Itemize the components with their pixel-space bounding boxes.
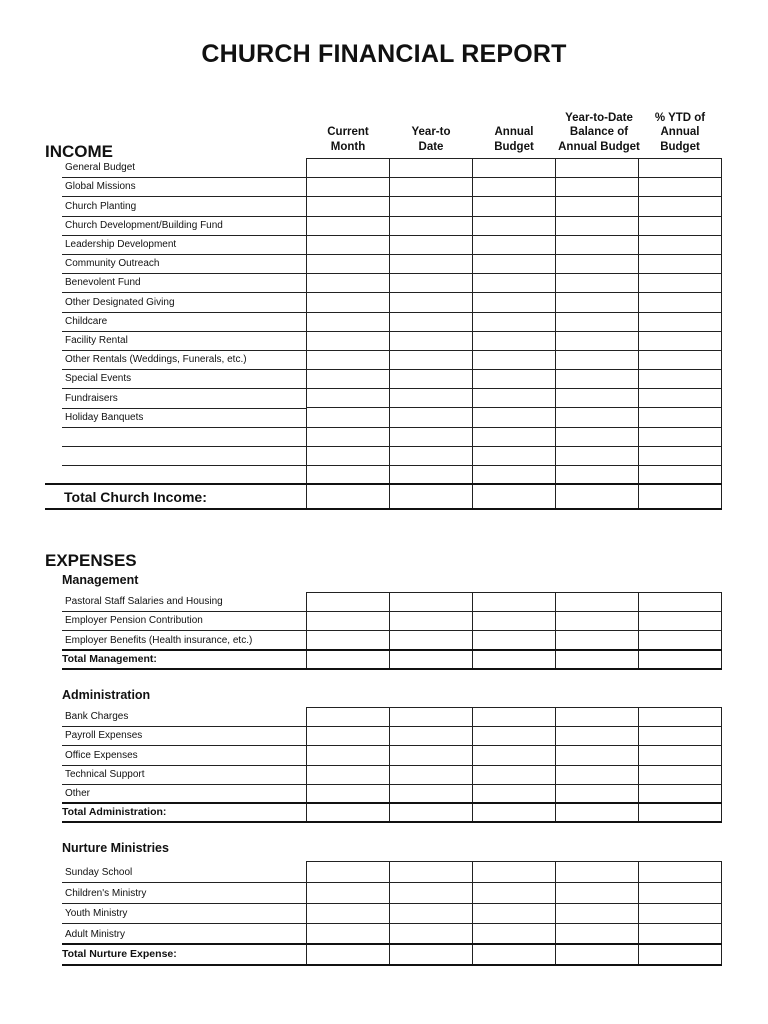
amount-cell[interactable] (307, 903, 390, 924)
amount-cell[interactable] (390, 727, 473, 746)
row-underline (62, 196, 306, 197)
amount-cell[interactable] (307, 727, 390, 746)
amount-cell[interactable] (390, 408, 473, 427)
row-label: Facility Rental (65, 335, 128, 346)
amount-cell[interactable] (639, 197, 722, 216)
amount-cell[interactable] (473, 274, 556, 293)
amount-cell[interactable] (556, 235, 639, 254)
amount-cell[interactable] (390, 593, 473, 612)
amount-cell[interactable] (473, 882, 556, 903)
amount-cell[interactable] (556, 331, 639, 350)
amount-cell[interactable] (473, 924, 556, 945)
amount-cell[interactable] (639, 765, 722, 784)
table-row-cells (307, 235, 722, 254)
row-underline (62, 726, 306, 727)
table-row-cells (307, 903, 722, 924)
amount-cell[interactable] (390, 903, 473, 924)
row-underline (62, 903, 306, 904)
amount-cell[interactable] (390, 924, 473, 945)
table-row-cells (307, 427, 722, 446)
amount-cell[interactable] (556, 746, 639, 765)
amount-cell[interactable] (473, 159, 556, 178)
table-row-cells (307, 350, 722, 369)
amount-cell[interactable] (639, 446, 722, 465)
total-row-cells (307, 650, 722, 669)
row-label: Adult Ministry (65, 929, 126, 941)
column-header-annual-budget: Annual Budget (494, 126, 534, 153)
table-row-cells (307, 159, 722, 178)
amount-cell[interactable] (307, 862, 390, 883)
amount-cell[interactable] (390, 178, 473, 197)
amount-cell[interactable] (390, 650, 473, 669)
row-underline (62, 331, 306, 332)
row-label: Other (65, 788, 91, 799)
row-label: Other Rentals (Weddings, Funerals, etc.) (65, 354, 247, 366)
amount-cell[interactable] (307, 312, 390, 331)
row-underline (62, 273, 306, 274)
amount-cell[interactable] (473, 708, 556, 727)
amount-cell[interactable] (639, 945, 722, 966)
management-total-top-rule (62, 649, 722, 651)
income-grid (306, 158, 722, 510)
expenses-heading: EXPENSES (45, 551, 137, 570)
amount-cell[interactable] (473, 727, 556, 746)
amount-cell[interactable] (307, 784, 390, 803)
table-row-cells (307, 312, 722, 331)
amount-cell[interactable] (639, 862, 722, 883)
amount-cell[interactable] (390, 746, 473, 765)
table-row-cells (307, 727, 722, 746)
amount-cell[interactable] (390, 235, 473, 254)
amount-cell[interactable] (556, 593, 639, 612)
table-row-cells (307, 408, 722, 427)
row-label: Leadership Development (65, 239, 177, 250)
amount-cell[interactable] (390, 803, 473, 822)
row-underline (62, 923, 306, 924)
income-total-top-rule (45, 483, 722, 485)
amount-cell[interactable] (473, 485, 556, 510)
amount-cell[interactable] (307, 370, 390, 389)
administration-total-top-rule (62, 802, 722, 804)
amount-cell[interactable] (639, 727, 722, 746)
row-underline (62, 254, 306, 255)
management-total-label: Total Management: (62, 652, 157, 665)
amount-cell[interactable] (307, 408, 390, 427)
column-header-ytd-balance: Year-to-Date Balance of Annual Budget (558, 111, 640, 153)
row-underline (62, 882, 306, 883)
amount-cell[interactable] (473, 235, 556, 254)
income-heading: INCOME (45, 142, 113, 161)
amount-cell[interactable] (307, 882, 390, 903)
amount-cell[interactable] (307, 708, 390, 727)
row-label: Special Events (65, 373, 132, 385)
amount-cell[interactable] (307, 178, 390, 197)
amount-cell[interactable] (556, 862, 639, 883)
amount-cell[interactable] (473, 784, 556, 803)
row-label: Bank Charges (65, 711, 129, 723)
amount-cell[interactable] (556, 631, 639, 650)
amount-cell[interactable] (473, 862, 556, 883)
table-row-cells (307, 254, 722, 273)
row-label: Childcare (65, 315, 108, 327)
row-label: Fundraisers (65, 392, 118, 404)
amount-cell[interactable] (390, 159, 473, 178)
amount-cell[interactable] (639, 466, 722, 485)
amount-cell[interactable] (390, 331, 473, 350)
amount-cell[interactable] (473, 765, 556, 784)
amount-cell[interactable] (556, 178, 639, 197)
amount-cell[interactable] (639, 427, 722, 446)
amount-cell[interactable] (473, 197, 556, 216)
amount-cell[interactable] (556, 159, 639, 178)
column-header-current-month: Current Month (327, 126, 369, 153)
row-label: Sunday School (65, 866, 133, 878)
row-underline (62, 765, 306, 766)
amount-cell[interactable] (473, 803, 556, 822)
table-row-cells (307, 924, 722, 945)
table-row-cells (307, 882, 722, 903)
row-label: General Budget (65, 162, 136, 174)
amount-cell[interactable] (307, 331, 390, 350)
amount-cell[interactable] (639, 274, 722, 293)
amount-cell[interactable] (639, 612, 722, 631)
amount-cell[interactable] (307, 254, 390, 273)
amount-cell[interactable] (307, 803, 390, 822)
amount-cell[interactable] (556, 197, 639, 216)
amount-cell[interactable] (307, 427, 390, 446)
row-label: Payroll Expenses (65, 730, 143, 742)
amount-cell[interactable] (307, 593, 390, 612)
table-row-cells (307, 612, 722, 631)
table-row-cells (307, 293, 722, 312)
amount-cell[interactable] (390, 945, 473, 966)
amount-cell[interactable] (639, 593, 722, 612)
amount-cell[interactable] (556, 612, 639, 631)
row-label: Community Outreach (65, 258, 160, 270)
amount-cell[interactable] (556, 466, 639, 485)
administration-total-label: Total Administration: (62, 806, 167, 818)
amount-cell[interactable] (390, 312, 473, 331)
amount-cell[interactable] (556, 803, 639, 822)
administration-total-bottom-rule (62, 821, 722, 823)
amount-cell[interactable] (556, 254, 639, 273)
row-label: Office Expenses (65, 749, 138, 761)
amount-cell[interactable] (390, 197, 473, 216)
amount-cell[interactable] (390, 466, 473, 485)
amount-cell[interactable] (307, 235, 390, 254)
amount-cell[interactable] (639, 650, 722, 669)
table-row-cells (307, 862, 722, 883)
amount-cell[interactable] (473, 903, 556, 924)
nurture-grid (306, 861, 722, 966)
row-label: Employer Benefits (Health insurance, etc.) (65, 634, 253, 646)
amount-cell[interactable] (639, 631, 722, 650)
amount-cell[interactable] (639, 746, 722, 765)
management-total-bottom-rule (62, 668, 722, 670)
amount-cell[interactable] (556, 650, 639, 669)
table-row-cells (307, 708, 722, 727)
income-total-bottom-rule (45, 508, 722, 510)
amount-cell[interactable] (307, 159, 390, 178)
row-label: Children's Ministry (65, 887, 147, 899)
amount-cell[interactable] (307, 274, 390, 293)
amount-cell[interactable] (639, 235, 722, 254)
table-row-cells (307, 446, 722, 465)
amount-cell[interactable] (639, 882, 722, 903)
row-underline (62, 216, 306, 217)
amount-cell[interactable] (639, 312, 722, 331)
amount-cell[interactable] (473, 427, 556, 446)
amount-cell[interactable] (473, 631, 556, 650)
row-underline (62, 292, 306, 293)
amount-cell[interactable] (390, 427, 473, 446)
row-underline (62, 611, 306, 612)
total-row-cells (307, 945, 722, 966)
nurture-total-bottom-rule (62, 964, 722, 966)
row-label: Church Development/Building Fund (65, 219, 223, 231)
amount-cell[interactable] (473, 746, 556, 765)
row-label: Holiday Banquets (65, 411, 144, 423)
amount-cell[interactable] (307, 924, 390, 945)
report-title: CHURCH FINANCIAL REPORT (201, 40, 567, 68)
table-row-cells (307, 765, 722, 784)
table-row-cells (307, 178, 722, 197)
amount-cell[interactable] (390, 765, 473, 784)
amount-cell[interactable] (556, 784, 639, 803)
row-label: Pastoral Staff Salaries and Housing (65, 596, 223, 608)
amount-cell[interactable] (307, 945, 390, 966)
table-row-cells (307, 746, 722, 765)
amount-cell[interactable] (556, 485, 639, 510)
amount-cell[interactable] (473, 254, 556, 273)
table-row-cells (307, 274, 722, 293)
amount-cell[interactable] (473, 466, 556, 485)
amount-cell[interactable] (556, 274, 639, 293)
table-row-cells (307, 331, 722, 350)
row-underline (62, 177, 306, 178)
row-label: Benevolent Fund (65, 277, 141, 289)
amount-cell[interactable] (307, 197, 390, 216)
amount-cell[interactable] (473, 945, 556, 966)
amount-cell[interactable] (473, 293, 556, 312)
amount-cell[interactable] (556, 882, 639, 903)
nurture-total-top-rule (62, 943, 722, 945)
row-underline (62, 312, 306, 313)
amount-cell[interactable] (307, 650, 390, 669)
amount-cell[interactable] (473, 650, 556, 669)
table-row-cells (307, 216, 722, 235)
amount-cell[interactable] (390, 708, 473, 727)
amount-cell[interactable] (473, 612, 556, 631)
table-row-cells (307, 370, 722, 389)
amount-cell[interactable] (639, 216, 722, 235)
amount-cell[interactable] (390, 216, 473, 235)
amount-cell[interactable] (307, 293, 390, 312)
administration-heading: Administration (62, 688, 151, 702)
row-label: Other Designated Giving (65, 296, 175, 308)
management-grid (306, 592, 722, 670)
total-row-cells (307, 485, 722, 510)
column-header-percent-ytd: % YTD of Annual Budget (654, 111, 706, 153)
row-label: Employer Pension Contribution (65, 615, 203, 627)
amount-cell[interactable] (390, 254, 473, 273)
row-underline (62, 784, 306, 785)
table-row-cells (307, 466, 722, 485)
amount-cell[interactable] (556, 945, 639, 966)
row-label: Church Planting (65, 200, 137, 212)
row-underline (62, 388, 306, 389)
amount-cell[interactable] (307, 765, 390, 784)
row-label: Youth Ministry (65, 908, 128, 920)
amount-cell[interactable] (473, 350, 556, 369)
amount-cell[interactable] (390, 350, 473, 369)
amount-cell[interactable] (390, 612, 473, 631)
amount-cell[interactable] (556, 727, 639, 746)
administration-grid (306, 707, 722, 823)
row-underline (62, 235, 306, 236)
amount-cell[interactable] (556, 765, 639, 784)
amount-cell[interactable] (556, 924, 639, 945)
amount-cell[interactable] (307, 350, 390, 369)
amount-cell[interactable] (390, 293, 473, 312)
amount-cell[interactable] (639, 331, 722, 350)
amount-cell[interactable] (473, 408, 556, 427)
row-label: Global Missions (65, 181, 136, 193)
amount-cell[interactable] (556, 408, 639, 427)
amount-cell[interactable] (390, 862, 473, 883)
amount-cell[interactable] (639, 803, 722, 822)
row-underline (62, 465, 306, 466)
amount-cell[interactable] (473, 331, 556, 350)
income-total-label: Total Church Income: (64, 488, 207, 505)
amount-cell[interactable] (473, 446, 556, 465)
table-row-cells (307, 389, 722, 408)
amount-cell[interactable] (639, 708, 722, 727)
table-row-cells (307, 631, 722, 650)
amount-cell[interactable] (390, 882, 473, 903)
amount-cell[interactable] (556, 446, 639, 465)
amount-cell[interactable] (307, 631, 390, 650)
amount-cell[interactable] (390, 389, 473, 408)
amount-cell[interactable] (473, 178, 556, 197)
amount-cell[interactable] (390, 631, 473, 650)
amount-cell[interactable] (307, 389, 390, 408)
amount-cell[interactable] (639, 924, 722, 945)
amount-cell[interactable] (639, 485, 722, 510)
table-row-cells (307, 593, 722, 612)
row-underline (62, 408, 306, 409)
amount-cell[interactable] (639, 350, 722, 369)
amount-cell[interactable] (556, 708, 639, 727)
table-row-cells (307, 197, 722, 216)
amount-cell[interactable] (556, 427, 639, 446)
amount-cell[interactable] (473, 216, 556, 235)
amount-cell[interactable] (639, 293, 722, 312)
nurture-total-label: Total Nurture Expense: (62, 948, 177, 961)
row-underline (62, 427, 306, 428)
amount-cell[interactable] (473, 312, 556, 331)
amount-cell[interactable] (639, 784, 722, 803)
amount-cell[interactable] (473, 389, 556, 408)
amount-cell[interactable] (307, 612, 390, 631)
amount-cell[interactable] (307, 216, 390, 235)
column-header-year-to-date: Year-to Date (411, 126, 451, 153)
amount-cell[interactable] (639, 178, 722, 197)
amount-cell[interactable] (390, 485, 473, 510)
total-row-cells (307, 803, 722, 822)
amount-cell[interactable] (556, 903, 639, 924)
row-underline (62, 369, 306, 370)
row-underline (62, 745, 306, 746)
amount-cell[interactable] (390, 784, 473, 803)
amount-cell[interactable] (556, 293, 639, 312)
amount-cell[interactable] (307, 466, 390, 485)
row-underline (62, 446, 306, 447)
amount-cell[interactable] (556, 389, 639, 408)
amount-cell[interactable] (307, 446, 390, 465)
amount-cell[interactable] (307, 746, 390, 765)
amount-cell[interactable] (390, 446, 473, 465)
row-underline (62, 630, 306, 631)
row-underline (62, 350, 306, 351)
amount-cell[interactable] (639, 159, 722, 178)
table-row-cells (307, 784, 722, 803)
amount-cell[interactable] (307, 485, 390, 510)
amount-cell[interactable] (639, 408, 722, 427)
amount-cell[interactable] (639, 389, 722, 408)
nurture-heading: Nurture Ministries (62, 841, 169, 855)
amount-cell[interactable] (473, 593, 556, 612)
amount-cell[interactable] (473, 370, 556, 389)
amount-cell[interactable] (556, 350, 639, 369)
amount-cell[interactable] (639, 370, 722, 389)
amount-cell[interactable] (390, 274, 473, 293)
amount-cell[interactable] (556, 312, 639, 331)
amount-cell[interactable] (390, 370, 473, 389)
amount-cell[interactable] (556, 370, 639, 389)
amount-cell[interactable] (639, 903, 722, 924)
amount-cell[interactable] (639, 254, 722, 273)
amount-cell[interactable] (556, 216, 639, 235)
row-label: Technical Support (65, 768, 145, 780)
management-heading: Management (62, 573, 139, 587)
